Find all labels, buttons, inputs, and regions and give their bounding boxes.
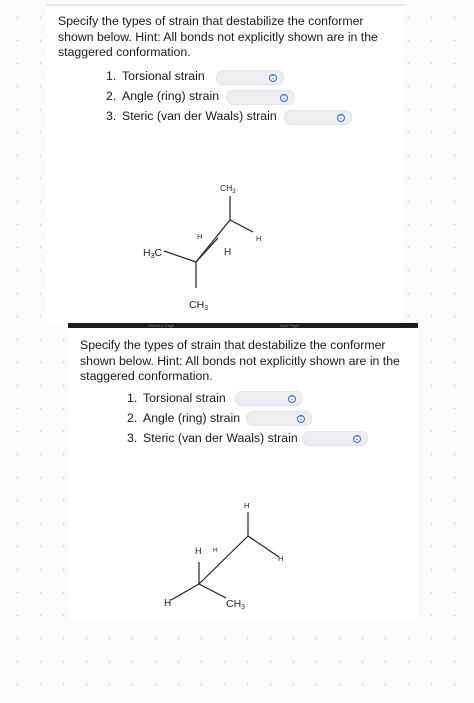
item-label: Steric (van der Waals) strain: [143, 431, 298, 445]
item-number: 3.: [127, 431, 138, 445]
question-2-prompt: Specify the types of strain that destabilize the conformer shown below. Hint: All bonds not explicitly shown are in the staggered conformation.: [80, 338, 400, 383]
newman-projection-2: [68, 328, 418, 620]
question-1-prompt: Specify the types of strain that destabilize the conformer shown below. Hint: All bonds not explicitly shown are in the staggered conformation.: [58, 14, 378, 59]
methyl-label-bottom-right: CH3: [226, 598, 246, 611]
hydrogen-label: H: [197, 232, 203, 241]
item-number: 2.: [106, 89, 117, 103]
newman-projection-1: [46, 6, 404, 324]
item-number: 1.: [106, 69, 117, 83]
item-number: 2.: [127, 411, 138, 425]
item-label: Torsional strain: [143, 391, 226, 405]
hydrogen-label-bottom-left: H: [164, 598, 172, 609]
methyl-label-bottom: CH3: [189, 299, 209, 312]
question-card-2: [68, 328, 418, 620]
item-label: Steric (van der Waals) strain: [122, 109, 277, 123]
methyl-label-top: $CH_3$: [220, 183, 236, 195]
hydrogen-label: H: [278, 554, 284, 563]
hydrogen-label-top: H: [244, 501, 250, 510]
hydrogen-label: H: [256, 234, 262, 243]
methyl-label-left: H3C: [143, 247, 163, 260]
question-card-1: [46, 4, 404, 324]
item-number: 1.: [127, 391, 138, 405]
item-label: Angle (ring) strain: [122, 89, 220, 103]
item-label: Angle (ring) strain: [143, 411, 241, 425]
hydrogen-label: H: [224, 247, 232, 258]
item-label: Torsional strain: [122, 69, 205, 83]
item-number: 3.: [106, 109, 117, 123]
next-page-link[interactable]: Next Page: [280, 323, 299, 328]
hydrogen-label: H: [195, 546, 202, 556]
previous-page-link[interactable]: Previous Page: [148, 323, 175, 328]
hydrogen-label: H: [213, 547, 218, 554]
